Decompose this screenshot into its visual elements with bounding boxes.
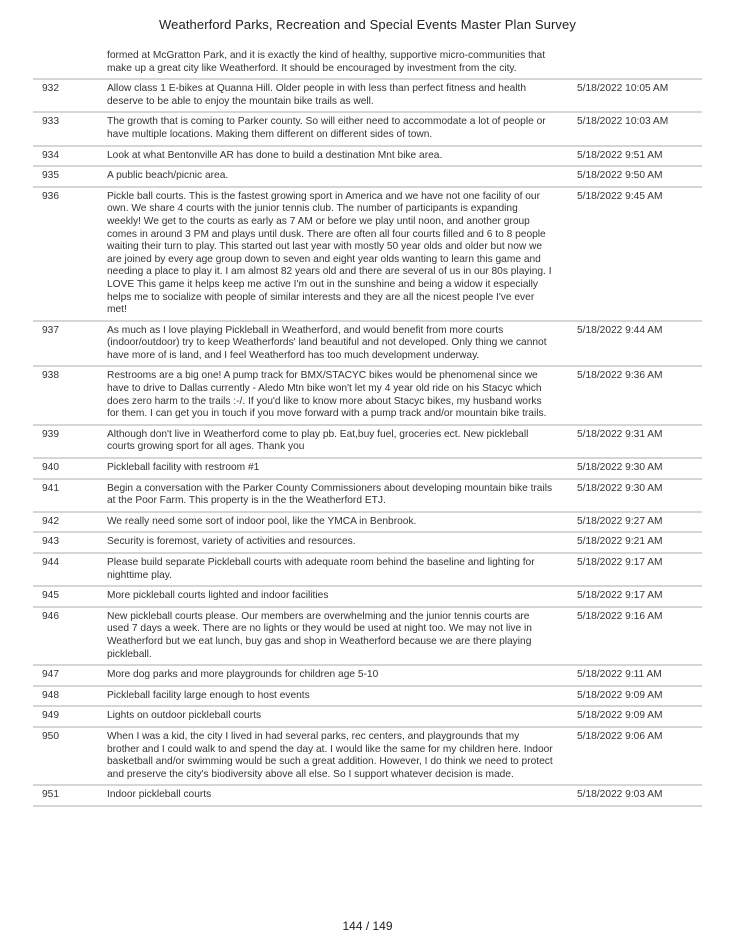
table-row xyxy=(33,459,702,480)
page-number: 144 / 149 xyxy=(342,919,393,933)
table-row xyxy=(33,367,702,425)
response-date: 5/18/2022 9:50 AM xyxy=(577,170,663,182)
table-row xyxy=(33,80,702,113)
response-date xyxy=(563,50,702,75)
response-date: 5/18/2022 9:16 AM xyxy=(577,610,663,622)
response-date: 5/18/2022 10:03 AM xyxy=(577,116,669,128)
response-number: 950 xyxy=(42,730,59,742)
response-date: 5/18/2022 9:03 AM xyxy=(577,789,663,801)
table-row xyxy=(33,322,702,368)
response-text: Although don't live in Weatherford come to play pb. Eat,buy fuel, groceries ect. New pickleball courts growing sport for all ages. Thank you xyxy=(107,428,529,453)
response-date: 5/18/2022 9:30 AM xyxy=(577,482,663,494)
table-row xyxy=(33,554,702,587)
response-text: We really need some sort of indoor pool, like the YMCA in Benbrook. xyxy=(107,515,417,527)
response-number: 935 xyxy=(42,170,59,182)
response-text: Pickleball facility with restroom #1 xyxy=(107,462,260,474)
response-text: The growth that is coming to Parker county. So will either need to accommodate a lot of people or have multiple locations. Making them different on different sides of town. xyxy=(107,116,546,140)
response-text: Security is foremost, variety of activities and resources. xyxy=(107,536,356,548)
response-number: 933 xyxy=(42,116,59,128)
response-number: 946 xyxy=(42,610,59,622)
response-text: Please build separate Pickleball courts with adequate room behind the baseline and lighting for nighttime play. xyxy=(107,557,535,581)
response-number: 940 xyxy=(42,462,59,474)
response-date: 5/18/2022 9:44 AM xyxy=(577,324,663,336)
response-number: 943 xyxy=(42,536,59,548)
response-date: 5/18/2022 9:21 AM xyxy=(577,536,663,548)
response-date: 5/18/2022 9:09 AM xyxy=(577,710,663,722)
response-date: 5/18/2022 9:11 AM xyxy=(577,669,662,681)
table-row xyxy=(33,707,702,728)
response-number: 942 xyxy=(42,515,59,527)
table-row xyxy=(33,587,702,608)
response-text: Begin a conversation with the Parker County Commissioners about developing mountain bike trails at the Poor Farm. This property is in the the Weatherford ETJ. xyxy=(107,482,553,507)
response-number: 941 xyxy=(42,482,59,494)
response-text: Pickle ball courts. This is the fastest growing sport in America and we have not one facility of our own. We share 4 courts with the junior tennis club. The number of participants is expanding weekly! We get to the courts as early as 7 AM or before we play until noon, and another group comes in around 3 PM and plays until dusk. There are often all four courts filled and 6 to 8 people waiting their turn to play. This started out last year with mostly 50 year olds and older but now we are joined by every age group down to seven and eight year olds wanting to learn this game and needing a place to play it. I am almost 82 years old and there are several of us in our 80s playing. I LOVE This game it helps keep me active I'm out in the sunshine and being a widow it especially helps me to socialize with people of similar interests and they are all the nicest people I've ever met! xyxy=(107,190,552,316)
response-text: When I was a kid, the city I lived in had several parks, rec centers, and playgrounds that my brother and I could walk to and spend the day at. I would like the same for my children here. Indoor basketball and/or swimming would be such a great addition. However, I do think we need to protect and preserve the city's biodiversity above all else. So I support whatever decision is made. xyxy=(107,730,553,780)
response-number: 947 xyxy=(42,669,59,681)
response-text: More dog parks and more playgrounds for children age 5-10 xyxy=(107,669,379,681)
response-text: More pickleball courts lighted and indoor facilities xyxy=(107,590,329,602)
response-text: Pickleball facility large enough to host events xyxy=(107,689,310,701)
table-row xyxy=(33,728,702,786)
table-row xyxy=(33,113,702,146)
table-row xyxy=(33,167,702,188)
table-row xyxy=(33,513,702,534)
response-number: 949 xyxy=(42,710,59,722)
response-date: 5/18/2022 9:09 AM xyxy=(577,689,663,701)
response-text: formed at McGratton Park, and it is exactly the kind of healthy, supportive micro-communities that make up a great city like Weatherford. It should be encouraged by investment from the city. xyxy=(107,50,546,74)
response-date: 5/18/2022 9:27 AM xyxy=(577,515,663,527)
response-number: 932 xyxy=(42,83,59,95)
response-text: Look at what Bentonville AR has done to build a destination Mnt bike area. xyxy=(107,149,443,161)
table-row xyxy=(33,147,702,168)
response-text: Restrooms are a big one! A pump track for BMX/STACYC bikes would be phenomenal since we have to drive to Dallas currently - Aledo Mtn bike won't let my 4 year old ride on his Stacyc which does zero harm to the trails :-/. If you'd like to know more about Stacyc bikes, my husband works for them. I can get you in touch if you move forward with a pump track and/or mountain bike trails. xyxy=(107,370,547,420)
table-row-continuation xyxy=(33,48,702,80)
response-number: 939 xyxy=(42,428,59,440)
response-date: 5/18/2022 10:05 AM xyxy=(577,83,669,95)
response-number: 934 xyxy=(42,149,59,161)
table-row xyxy=(33,480,702,513)
response-number: 937 xyxy=(42,324,59,336)
table-row xyxy=(33,533,702,554)
table-row xyxy=(33,608,702,666)
response-number: 948 xyxy=(42,689,59,701)
table-row xyxy=(33,188,702,322)
table-row xyxy=(33,426,702,459)
response-number: 944 xyxy=(42,557,59,568)
response-date: 5/18/2022 9:51 AM xyxy=(577,149,663,161)
response-text: Indoor pickleball courts xyxy=(107,789,212,801)
response-date: 5/18/2022 9:30 AM xyxy=(577,462,663,474)
response-text: New pickleball courts please. Our members are overwhelming and the junior tennis courts are used 7 days a week. There are no lights or they would be used at night too. We may not live in Weatherford but we eat lunch, buy gas and shop in Weatherford because we are there playing pickleball. xyxy=(107,610,532,660)
response-date: 5/18/2022 9:17 AM xyxy=(577,590,663,602)
response-text: Lights on outdoor pickleball courts xyxy=(107,710,262,722)
response-date: 5/18/2022 9:17 AM xyxy=(577,557,663,568)
response-date: 5/18/2022 9:36 AM xyxy=(577,370,663,382)
table-row xyxy=(33,786,702,807)
response-number: 936 xyxy=(42,190,59,202)
response-date: 5/18/2022 9:45 AM xyxy=(577,190,663,202)
response-date: 5/18/2022 9:31 AM xyxy=(577,428,663,440)
response-date: 5/18/2022 9:06 AM xyxy=(577,730,663,742)
response-text: Allow class 1 E-bikes at Quanna Hill. Older people in with less than perfect fitness and health deserve to be able to enjoy the mountain bike trails as well. xyxy=(107,83,527,107)
page-title: Weatherford Parks, Recreation and Special Events Master Plan Survey xyxy=(159,17,576,32)
response-number: 945 xyxy=(42,590,59,602)
response-number xyxy=(33,50,107,75)
response-text: As much as I love playing Pickleball in Weatherford, and would benefit from more courts (indoor/outdoor) try to keep Weatherfords' land beautiful and not developed. Only thing we cannot have more of is land, and I feel Weatherford has too much development underway. xyxy=(107,324,547,361)
response-number: 951 xyxy=(42,789,59,801)
response-text: A public beach/picnic area. xyxy=(107,170,229,182)
response-table xyxy=(33,48,702,807)
response-number: 938 xyxy=(42,370,59,382)
table-row xyxy=(33,687,702,708)
table-row xyxy=(33,666,702,687)
